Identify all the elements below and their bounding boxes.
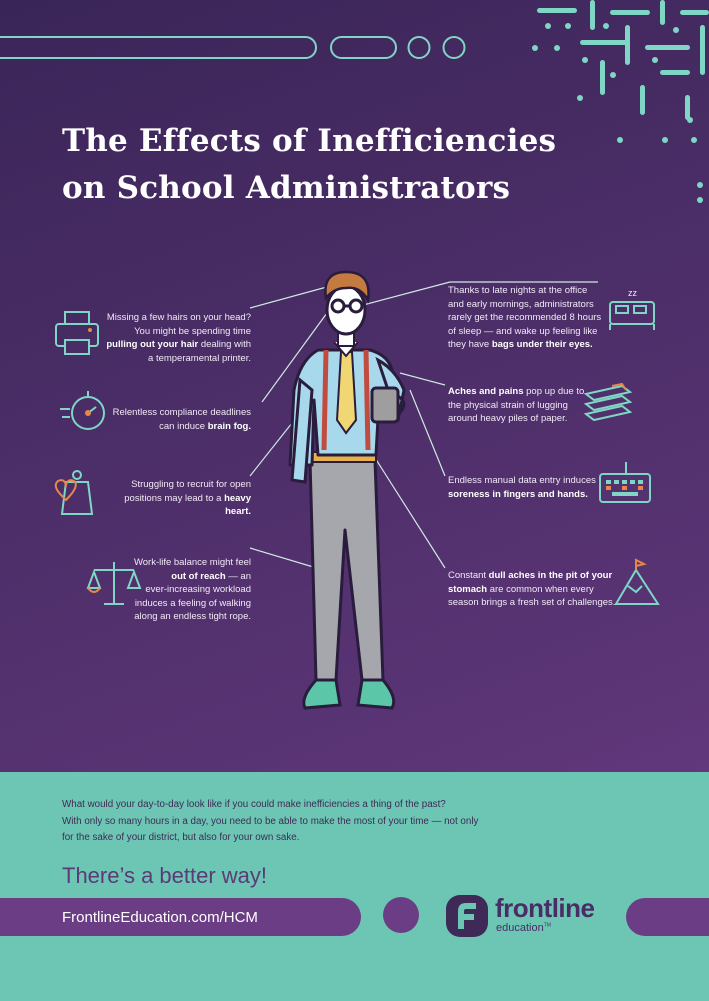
caption-line: Thanks to late nights at the office <box>448 285 588 296</box>
caption-bold: pulling out your hair <box>106 339 199 350</box>
caption-aches <box>448 385 588 426</box>
deco-pill-long <box>0 37 316 58</box>
caption-text: dealing with <box>198 339 251 350</box>
caption-bold: heavy heart. <box>224 492 251 517</box>
decorative-circle <box>383 897 419 933</box>
caption-line: season brings a fresh set of challenges. <box>448 597 616 608</box>
svg-text:zz: zz <box>628 288 637 298</box>
caption-line: the physical strain of lugging <box>448 399 568 411</box>
necktie <box>337 352 356 433</box>
caption-bold: out of reach <box>171 570 226 582</box>
caption-line: Endless manual data entry induces <box>448 475 596 486</box>
caption-line: of sleep — and wake up feeling like <box>448 325 598 337</box>
frontline-logo-icon <box>444 893 492 939</box>
caption-text: they have <box>448 339 492 350</box>
mountain-icon <box>612 558 664 610</box>
caption-line: You might be spending time <box>134 325 251 337</box>
trousers <box>310 460 383 680</box>
caption-line: Work-life balance might feel <box>133 557 251 568</box>
caption-line: and early mornings, administrators <box>448 298 594 310</box>
keyboard-icon <box>598 458 654 510</box>
coffee-mug <box>372 388 398 422</box>
brand-name: frontline <box>495 893 595 923</box>
title-line-2: on School Administrators <box>62 170 511 206</box>
caption-balance <box>100 556 251 624</box>
website-link[interactable]: FrontlineEducation.com/HCM <box>62 909 258 926</box>
caption-bold: stomach <box>448 583 488 595</box>
caption-bold: brain fog. <box>207 420 251 432</box>
printer-icon <box>52 308 104 360</box>
caption-line: ever-increasing workload <box>145 584 251 595</box>
caption-heart <box>100 478 251 519</box>
right-shoe <box>358 680 394 708</box>
caption-brain <box>100 406 251 433</box>
suspender-right <box>366 350 368 450</box>
better-way-heading: There’s a better way! <box>62 863 268 888</box>
caption-line: around heavy piles of paper. <box>448 413 568 424</box>
caption-line: induces a feeling of walking <box>134 597 251 609</box>
caption-bold: bags under their eyes. <box>491 339 593 350</box>
caption-line: Struggling to recruit for open <box>131 479 251 490</box>
paper-stack-icon <box>582 378 634 430</box>
caption-bold: Aches and pains <box>448 386 524 397</box>
title-line-1: The Effects of Inefficiencies <box>62 123 557 159</box>
caption-text: pop up due to <box>523 386 585 397</box>
caption-stomach <box>448 569 616 610</box>
caption-hair <box>100 311 251 365</box>
caption-text: are common when every <box>487 583 594 595</box>
heart-weight-icon <box>48 466 100 518</box>
brand-sub-text: education <box>496 922 544 934</box>
trademark: TM <box>543 922 551 929</box>
caption-data-entry <box>448 474 598 501</box>
tagline-line-1: What would your day-to-day look like if you could make inefficiencies a thing of the past? <box>62 799 446 810</box>
caption-text: positions may lead to a <box>124 492 225 504</box>
footer-tagline <box>62 797 492 847</box>
caption-line: a temperamental printer. <box>148 352 251 364</box>
decorative-pill-right <box>626 898 709 936</box>
caption-line: rarely get the recommended 8 hours <box>448 312 602 323</box>
page-title <box>62 118 582 212</box>
caption-bold: dull aches in the pit of your <box>488 570 613 581</box>
caption-line: Missing a few hairs on your head? <box>106 312 251 323</box>
bed-icon <box>606 284 658 336</box>
caption-bold: soreness in fingers and hands. <box>448 488 588 500</box>
tagline-line-3: for the sake of your district, but also for your own sake. <box>62 832 300 843</box>
caption-text: Constant <box>448 570 489 581</box>
caption-text: — an <box>225 570 251 582</box>
caption-line: Relentless compliance deadlines <box>112 407 251 418</box>
suspender-left <box>324 350 326 450</box>
caption-sleep <box>448 284 608 352</box>
tagline-line-2: With only so many hours in a day, you need to be able to make the most of your time — not only <box>62 815 479 827</box>
deco-pill-short <box>331 37 396 58</box>
deco-circle-2 <box>444 37 465 58</box>
brand-subtitle <box>496 922 551 934</box>
caption-line: along an endless tight rope. <box>134 611 251 622</box>
deco-circle-1 <box>409 37 430 58</box>
caption-text: can induce <box>159 420 208 432</box>
left-shoe <box>304 680 340 708</box>
